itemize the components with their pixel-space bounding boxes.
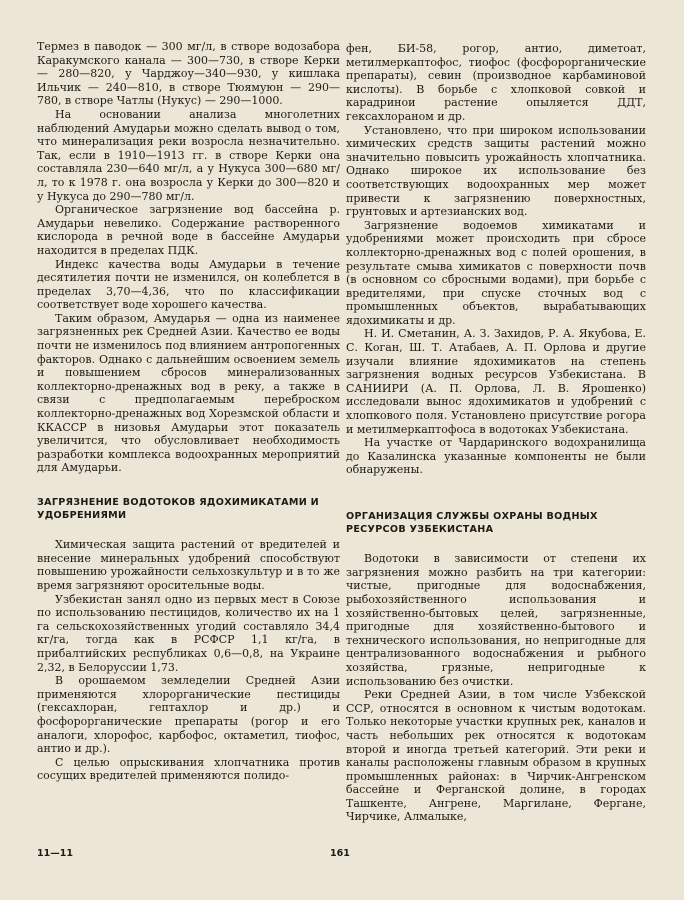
paragraph: С целью опрыскивания хлопчатника против сосущих вредителей применяются полидо- <box>37 755 340 783</box>
paragraph: фен, БИ-58, рогор, антио, диметоат, метилмеркаптофос, тиофос (фосфорорганические препараты), севин (производное карбаминовой кислоты). В борьбе с хлопковой совкой и карадринои растение опыляется ДДТ, гексахлораном и др. <box>346 42 646 123</box>
paragraph: Н. И. Сметанин, А. З. Захидов, Р. А. Якубова, Е. С. Коган, Ш. Т. Атабаев, А. П. Орлова и другие изучали влияние ядохимикатов на степень загрязнения водных ресурсов Узбекистана. В САНИИРИ (А. П. Орлова, Л. В. Ярошенко) исследовали вынос ядохимикатов и удобрений с хлопкового поля. Установлено присутствие рогора и метилмеркаптофоса в водотоках Узбекистана. <box>346 327 646 436</box>
section-heading: ЗАГРЯЗНЕНИЕ ВОДОТОКОВ ЯДОХИМИКАТАМИ И УДОБРЕНИЯМИ <box>37 497 320 521</box>
paragraph: На участке от Чардаринского водохранилища до Казалинска указанные компоненты не были обнаружены. <box>346 436 646 477</box>
paragraph: Реки Средней Азии, в том числе Узбекской ССР, относятся в основном к чистым водотокам. Только некоторые участки крупных рек, каналов и часть небольших рек относятся к водотокам второй и иногда третьей категорий. Эти реки и каналы расположены главным образом в крупных промышленных районах: в Чирчик-Ангренском бассейне и Ферганской долине, в городах Ташкенте, Ангрене, Маргилане, Фергане, Чирчике, Алмалыке, <box>346 688 646 824</box>
section-heading: ОРГАНИЗАЦИЯ СЛУЖБЫ ОХРАНЫ ВОДНЫХ РЕСУРСОВ УЗБЕКИСТАНА <box>346 511 598 535</box>
printer-signature: 11—11 <box>37 848 73 859</box>
paragraph: Химическая защита растений от вредителей и внесение минеральных удобрений способствуют повышению урожайности сельхозкультур и в то же время загрязняют оросительные воды. <box>37 538 340 592</box>
paragraph: Термез в паводок — 300 мг/л, в створе водозабора Каракумского канала — 300—730, в створе Керки — 280—820, у Чарджоу—340—930, у кишлака Ильчик — 240—810, в створе Тюямуюн — 290—780, в створе Чатлы (Нукус) — 290—1000. <box>37 40 340 108</box>
paragraph: Таким образом, Амударья — одна из наименее загрязненных рек Средней Азии. Качество ее воды почти не изменилось под влиянием антропогенных факторов. Однако с дальнейшим освоением земель и повышением сбросов минерализованных коллекторно-дренажных вод в реку, а также в связи с предполагаемым переброском коллекторно-дренажных вод Хорезмской области и ККАССР в низовья Амударьи этот показатель увеличится, что обусловливает необходимость разработки комплекса водоохранных мероприятий для Амударьи. <box>37 311 340 475</box>
paragraph: Органическое загрязнение вод бассейна р. Амударьи невелико. Содержание растворенного кислорода в речной воде в бассейне Амударьи находится в пределах ПДК. <box>37 203 340 257</box>
paragraph: Индекс качества воды Амударьи в течение десятилетия почти не изменился, он колеблется в пределах 3,70—4,36, что по классификации соответствует воде хорошего качества. <box>37 257 340 312</box>
paragraph: Установлено, что при широком использовании химических средств защиты растений можно значительно повысить урожайность хлопчатника. Однако широкое их использование без соответствующих водоохранных мер может привести к загрязнению поверхностных, грунтовых и артезианских вод. <box>346 123 646 219</box>
paragraph: Узбекистан занял одно из первых мест в Союзе по использованию пестицидов, количество их на 1 га сельскохозяйственных угодий составляло 34,4 кг/га, тогда как в РСФСР 1,1 кг/га, в прибалтийских республиках 0,6—0,8, на Украине 2,32, в Белоруссии 1,73. <box>37 592 340 674</box>
paragraph: Загрязнение водоемов химикатами и удобрениями может происходить при сбросе коллекторно-дренажных вод с полей орошения, в результате смыва химикатов с поверхности почв (в основном со сбросными водами), при борьбе с вредителями, при спуске сточных вод с промышленных объектов, вырабатывающих ядохимикаты и др. <box>346 218 646 327</box>
paragraph: Водотоки в зависимости от степени их загрязнения можно разбить на три категории: чистые, пригодные для водоснабжения, рыбохозяйственного использования и хозяйственно-бытовых целей, загрязненные, пригодные для хозяйственно-бытового и технического использования, но непригодные для централизованного водоснабжения и рыбного хозяйства, грязные, непригодные к использованию без очистки. <box>346 552 646 688</box>
page-number: 161 <box>330 848 350 859</box>
paragraph: На основании анализа многолетних наблюдений Амударьи можно сделать вывод о том, что минерализация реки возросла незначительно. Так, если в 1910—1913 гг. в створе Керки она составляла 230—640 мг/л, а у Нукуса 300—680 мг/л, то к 1978 г. она возросла у Керки до 300—820 и у Нукуса до 290—780 мг/л. <box>37 107 340 203</box>
right-column <box>346 42 646 824</box>
left-column <box>37 40 340 783</box>
paragraph: В орошаемом земледелии Средней Азии применяются хлорорганические пестициды (гексахлоран, гептахлор и др.) и фосфорорганические препараты (рогор и его аналоги, хлорофос, карбофос, октаметил, тиофос, антио и др.). <box>37 674 340 756</box>
